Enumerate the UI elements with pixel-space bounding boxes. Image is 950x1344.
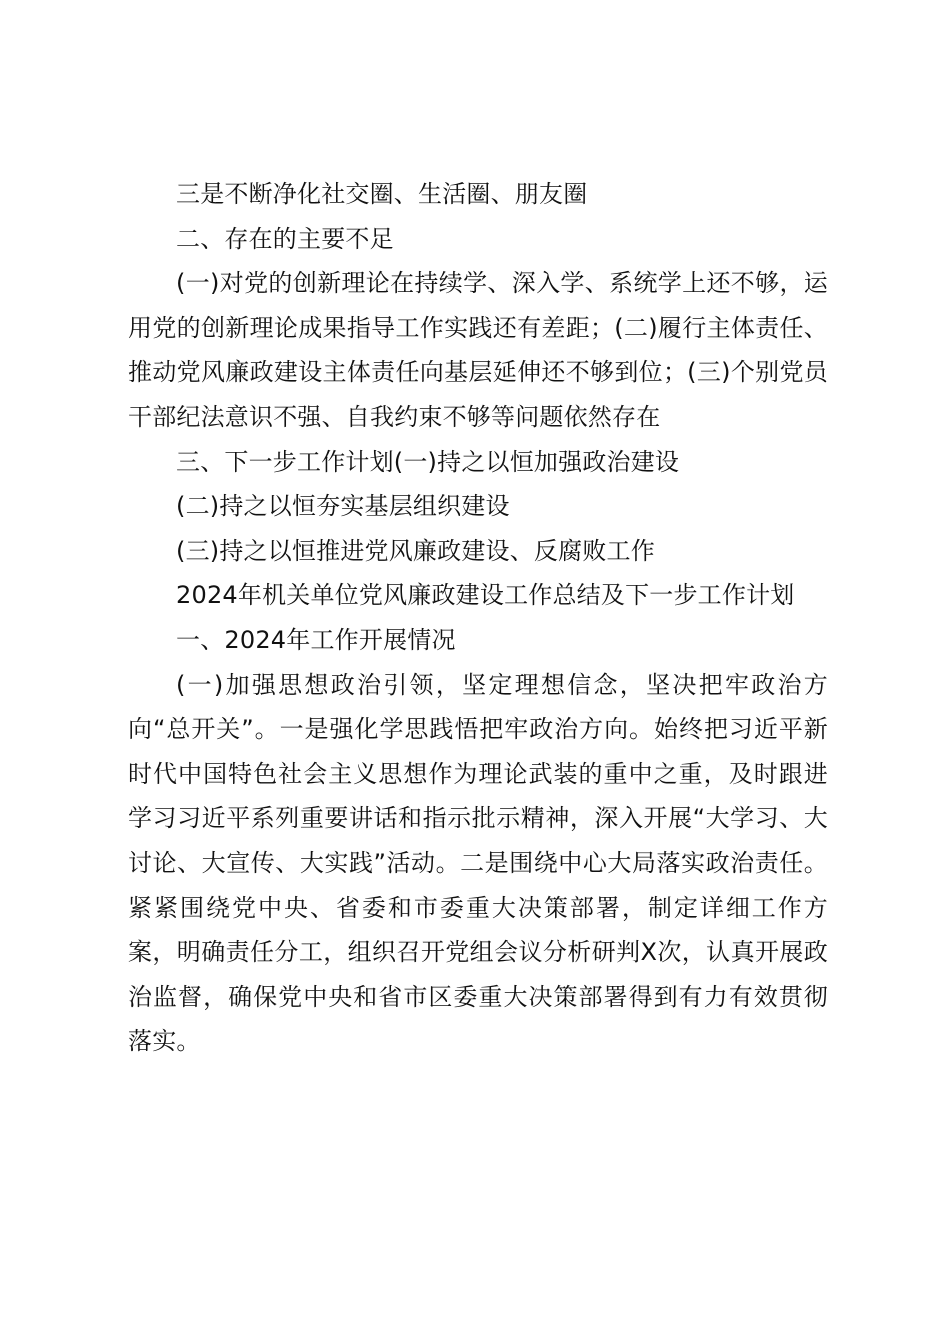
paragraph-social-circle: 三是不断净化社交圈、生活圈、朋友圈	[176, 180, 588, 208]
heading-main-shortcomings: 二、存在的主要不足	[176, 224, 394, 253]
paragraph-ideological-guidance: (一)加强思想政治引领，坚定理想信念，坚决把牢政治方向“总开关”。一是强化学思践悟把牢政治方向。始终把习近平新时代中国特色社会主义思想作为理论武装的重中之重，及时跟进学习习近平系列重要讲话和指示批示精神，深入开展“大学习、大讨论、大宣传、大实践”活动。二是围绕中心大局落实政治责任。紧紧围绕党中央、省委和市委重大决策部署，制定详细工作方案，明确责任分工，组织召开党组会议分析研判X次，认真开展政治监督，确保党中央和省市区委重大决策部署得到有力有效贯彻落实。	[128, 670, 828, 1056]
paragraph-plan-item-3: (三)持之以恒推进党风廉政建设、反腐败工作	[176, 536, 655, 565]
heading-next-step-plan: 三、下一步工作计划(一)持之以恒加强政治建设	[176, 447, 680, 476]
heading-work-progress: 一、2024年工作开展情况	[176, 625, 456, 654]
document-title: 2024年机关单位党风廉政建设工作总结及下一步工作计划	[176, 581, 795, 610]
document-body	[128, 172, 828, 1064]
paragraph-plan-item-2: (二)持之以恒夯实基层组织建设	[176, 492, 510, 521]
paragraph-shortcomings: (一)对党的创新理论在持续学、深入学、系统学上还不够，运用党的创新理论成果指导工作实践还有差距；(二)履行主体责任、推动党风廉政建设主体责任向基层延伸还不够到位；(三)个别党员干部纪法意识不强、自我约束不够等问题依然存在	[128, 269, 828, 431]
